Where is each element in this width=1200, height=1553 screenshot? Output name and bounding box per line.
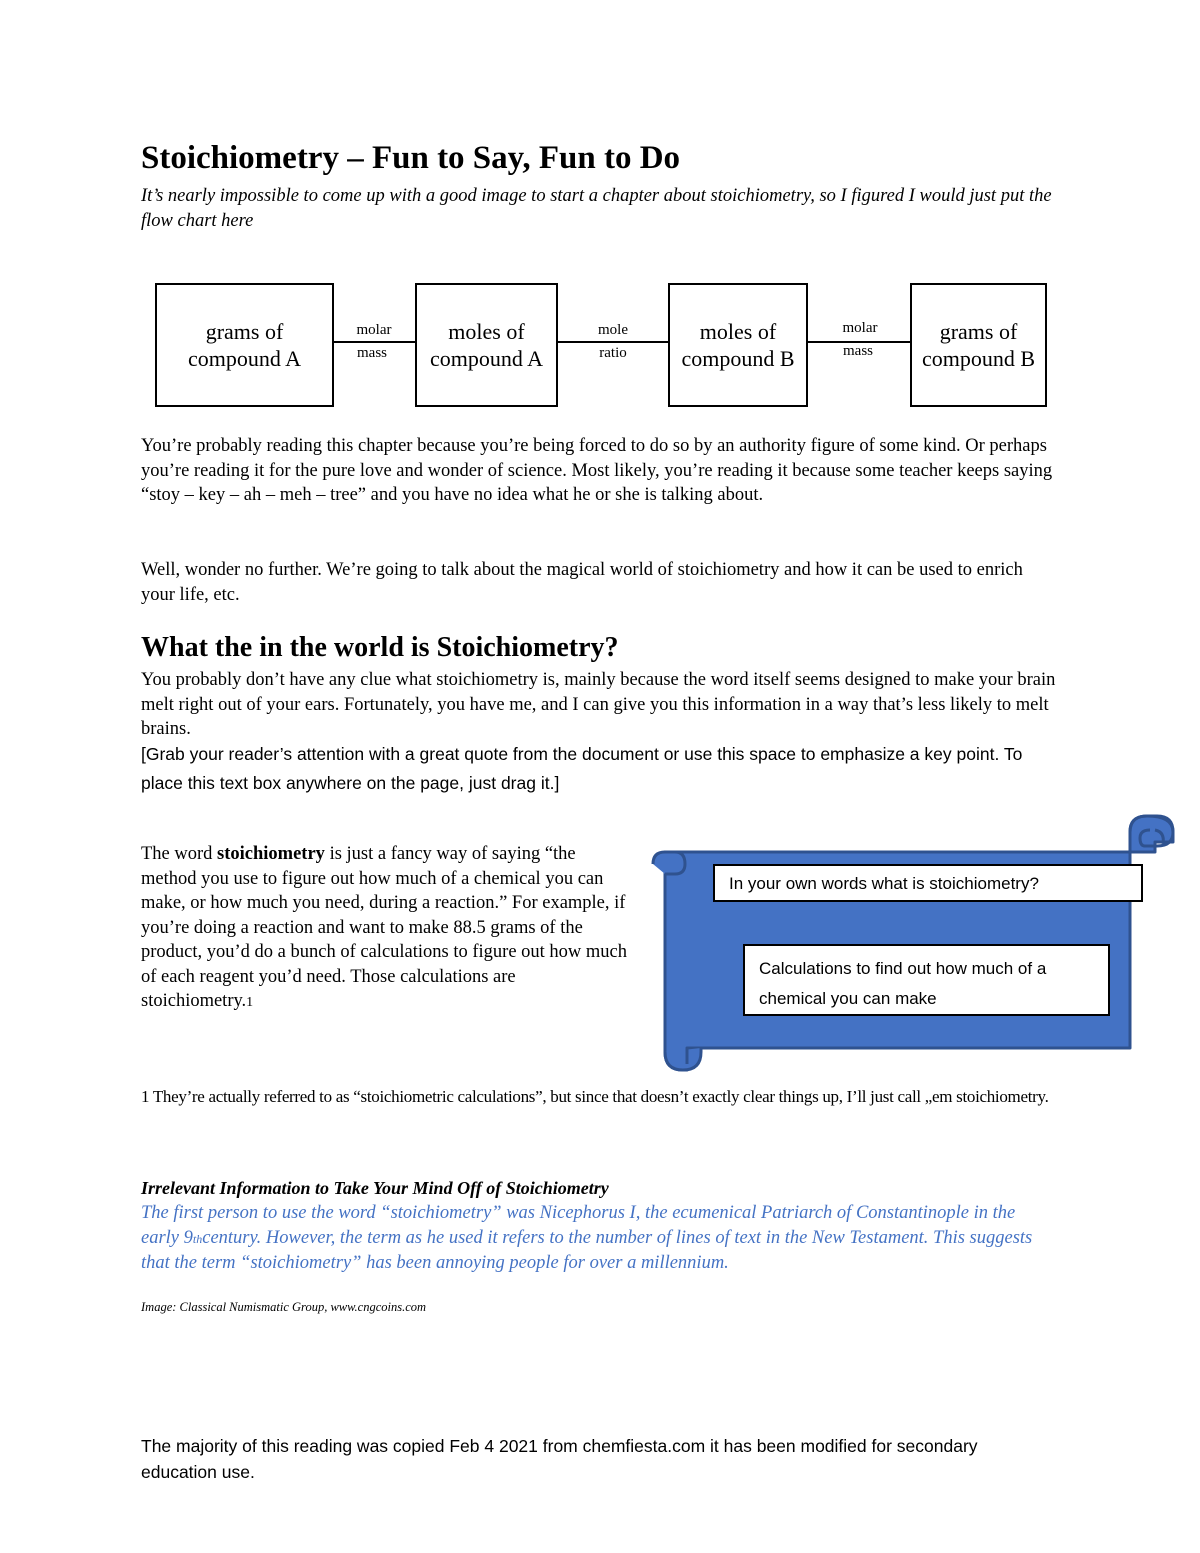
section-heading: What the in the world is Stoichiometry? (141, 632, 619, 663)
page-subtitle: It’s nearly impossible to come up with a good image to start a chapter about stoichiometry, so I figured I would just put the flow chart here (141, 186, 1052, 231)
flow-box-label: grams of compound B (921, 319, 1036, 371)
footnote (141, 1085, 1061, 1108)
definition-text-pre: The word (141, 844, 218, 864)
connector-label-bottom: mass (843, 343, 873, 359)
connector-label-bottom: ratio (599, 345, 627, 361)
sidebar-title: Irrelevant Information to Take Your Mind Off of Stoichiometry (141, 1178, 609, 1198)
intro-paragraph: You’re probably reading this chapter because you’re being forced to do so by an authority figure of some kind. Or perhaps you’re reading it for the pure love and wonder of science. Most likely, you’re reading it because some teacher keeps saying “stoy – key – ah – meh – tree” and you have no idea what he or she is talking about. (141, 436, 1053, 505)
footer-note: The majority of this reading was copied Feb 4 2021 from chemfiesta.com it has been modified for secondary education use. (141, 1436, 978, 1482)
second-paragraph: Well, wonder no further. We’re going to talk about the magical world of stoichiometry and how it can be used to enrich your life, etc. (141, 560, 1023, 605)
flow-box-label: moles of compound A (429, 319, 544, 371)
connector-line-2 (558, 341, 668, 343)
scroll-answer-text: Calculations to find out how much of a chemical you can make (759, 959, 1047, 1008)
footnote-reference: 1 (246, 995, 254, 1010)
connector-label-bottom: mass (357, 345, 387, 361)
flow-box-label: grams of compound A (187, 319, 302, 371)
image-credit: Image: Classical Numismatic Group, www.cngcoins.com (141, 1300, 427, 1314)
flow-box-moles-a (415, 283, 558, 407)
definition-term: stoichiometry (217, 844, 325, 864)
scroll-answer-box[interactable] (743, 944, 1110, 1016)
flow-box-label: moles of compound B (681, 319, 795, 371)
definition-paragraph (141, 842, 631, 1016)
sidebar-body (141, 1201, 1046, 1276)
connector-label-top: molar (356, 322, 392, 338)
connector-line-1 (334, 341, 415, 343)
sidebar-body-sup: th (192, 1231, 203, 1246)
section-paragraph: You probably don’t have any clue what stoichiometry is, mainly because the word itself seems designed to make your brain melt right out of your ears. Fortunately, you have me, and I can give you this information in a way that’s less likely to melt brains. (141, 670, 1056, 739)
footnote-mark: 1 (141, 1087, 150, 1106)
connector-label-top: mole (598, 322, 628, 338)
scroll-question-text: In your own words what is stoichiometry? (729, 874, 1039, 893)
page-title: Stoichiometry – Fun to Say, Fun to Do (141, 140, 681, 176)
scroll-question-box[interactable] (713, 864, 1143, 902)
flow-box-moles-b (668, 283, 808, 407)
footnote-text: They’re actually referred to as “stoichiometric calculations”, but since that doesn’t exactly clear things up, I’ll just call „em stoichiometry. (149, 1087, 1049, 1106)
connector-label-top: molar (842, 320, 878, 336)
pull-quote-placeholder[interactable]: [Grab your reader’s attention with a great quote from the document or use this space to emphasize a key point. To place this text box anywhere on the page, just drag it.] (141, 744, 1023, 793)
sidebar-body-post: century. However, the term as he used it refers to the number of lines of text in the New Testament. This suggests that the term “stoichiometry” has been annoying people for over a millennium. (141, 1227, 1033, 1273)
flow-box-grams-a (155, 283, 334, 407)
sidebar-body-pre: The first person to use the word “stoichiometry” was Nicephorus I, the ecumenical Patriarch of Constantinople in the early 9 (141, 1203, 1016, 1248)
definition-text-post: is just a fancy way of saying “the method you use to figure out how much of a chemical you can make, or how much you need, during a reaction.” For example, if you’re doing a reaction and want to make 88.5 grams of the product, you’d do a bunch of calculations to figure out how much of each reagent you’d need. Those calculations are stoichiometry. (141, 844, 628, 1011)
flow-box-grams-b (910, 283, 1047, 407)
